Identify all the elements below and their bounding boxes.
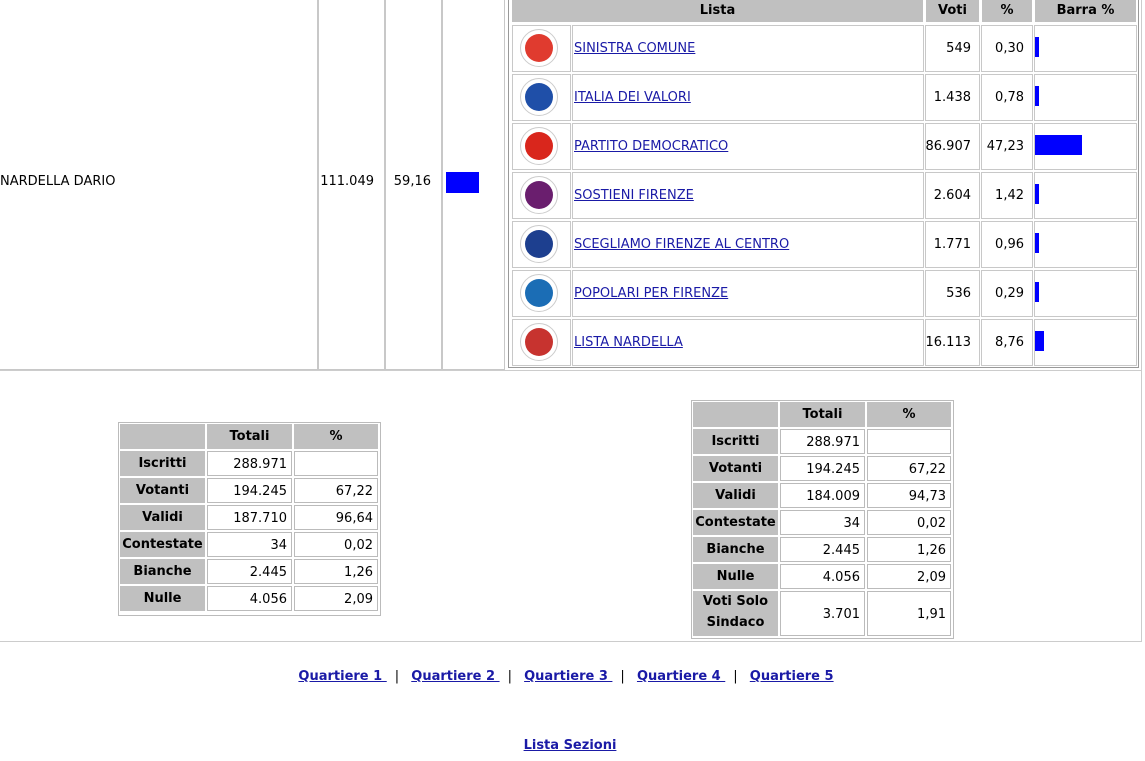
party-logo-mark <box>525 230 553 258</box>
summary-row-percent <box>294 451 378 476</box>
summary-row-total: 194.245 <box>207 478 292 503</box>
party-name-link[interactable]: SINISTRA COMUNE <box>574 41 696 56</box>
summary-header-blank <box>693 402 778 427</box>
party-percent: 0,96 <box>995 237 1024 252</box>
party-percent: 0,29 <box>995 286 1024 301</box>
lists-header-bar: Barra % <box>1035 0 1136 22</box>
summary-row-total: 187.710 <box>207 505 292 530</box>
party-percent-bar <box>1035 282 1039 302</box>
quartiere-2-link[interactable]: Quartiere 2 <box>411 669 500 684</box>
section-right-border <box>1141 371 1142 642</box>
summary-row-percent: 96,64 <box>294 505 378 530</box>
nav-separator: | <box>733 669 738 684</box>
summary-header-blank <box>120 424 205 449</box>
party-percent-bar <box>1035 331 1044 351</box>
party-percent: 47,23 <box>986 139 1024 154</box>
party-votes: 16.113 <box>925 335 971 350</box>
summary-row-total: 2.445 <box>780 537 865 562</box>
summary-row-label: Validi <box>120 505 205 530</box>
summary-row-percent <box>867 429 951 454</box>
candidate-percent: 59,16 <box>393 174 431 189</box>
party-name-link[interactable]: LISTA NARDELLA <box>574 335 683 350</box>
party-percent-bar <box>1035 184 1039 204</box>
summary-row-total: 2.445 <box>207 559 292 584</box>
party-logo-icon <box>520 29 558 67</box>
party-votes: 1.771 <box>933 237 971 252</box>
summary-header-totals: Totali <box>207 424 292 449</box>
party-percent-bar <box>1035 37 1039 57</box>
party-logo-icon <box>520 225 558 263</box>
lista-sezioni-row <box>0 738 1140 753</box>
summary-header-percent: % <box>867 402 951 427</box>
nav-separator: | <box>394 669 400 684</box>
summary-row-label: Iscritti <box>120 451 205 476</box>
summary-row-total: 194.245 <box>780 456 865 481</box>
summary-row-total: 34 <box>780 510 865 535</box>
party-name-link[interactable]: ITALIA DEI VALORI <box>574 90 691 105</box>
party-logo-mark <box>525 328 553 356</box>
summary-row-label: Votanti <box>120 478 205 503</box>
candidate-bar <box>446 172 479 193</box>
candidate-name: NARDELLA DARIO <box>0 174 116 189</box>
summary-row-label: Nulle <box>693 564 778 589</box>
party-votes: 86.907 <box>925 139 971 154</box>
summary-row-percent: 94,73 <box>867 483 951 508</box>
summary-row-percent: 1,26 <box>867 537 951 562</box>
party-logo-mark <box>525 83 553 111</box>
summary-header-totals: Totali <box>780 402 865 427</box>
party-name-link[interactable]: PARTITO DEMOCRATICO <box>574 139 729 154</box>
party-name-link[interactable]: POPOLARI PER FIRENZE <box>574 286 729 301</box>
summary-row-percent: 0,02 <box>294 532 378 557</box>
lists-header-list: Lista <box>512 0 923 22</box>
party-logo-mark <box>525 181 553 209</box>
party-logo-mark <box>525 34 553 62</box>
party-votes: 549 <box>946 41 971 56</box>
party-percent-bar <box>1035 86 1039 106</box>
section-bottom-border <box>0 641 1142 642</box>
list-bar-cell <box>1034 74 1137 121</box>
candidate-votes: 111.049 <box>320 174 374 189</box>
party-percent-bar <box>1035 135 1082 155</box>
summary-row-total: 3.701 <box>780 591 865 636</box>
quartieri-nav <box>0 669 1132 684</box>
quartiere-1-link[interactable]: Quartiere 1 <box>298 669 387 684</box>
summary-row-total: 288.971 <box>780 429 865 454</box>
party-percent-bar <box>1035 233 1039 253</box>
summary-row-percent: 0,02 <box>867 510 951 535</box>
list-bar-cell <box>1034 25 1137 72</box>
party-logo-icon <box>520 323 558 361</box>
party-votes: 536 <box>946 286 971 301</box>
party-logo-icon <box>520 274 558 312</box>
party-percent: 0,30 <box>995 41 1024 56</box>
lista-sezioni-link[interactable]: Lista Sezioni <box>523 738 617 753</box>
summary-row-label: Voti Solo Sindaco <box>693 591 778 636</box>
party-name-link[interactable]: SOSTIENI FIRENZE <box>574 188 694 203</box>
quartiere-3-link[interactable]: Quartiere 3 <box>524 669 613 684</box>
party-percent: 0,78 <box>995 90 1024 105</box>
summary-row-label: Nulle <box>120 586 205 611</box>
summary-row-percent: 67,22 <box>867 456 951 481</box>
summary-row-label: Contestate <box>693 510 778 535</box>
summary-row-total: 4.056 <box>207 586 292 611</box>
summary-row-label: Bianche <box>120 559 205 584</box>
summary-row-percent: 1,91 <box>867 591 951 636</box>
nav-separator: | <box>507 669 512 684</box>
list-bar-cell <box>1034 172 1137 219</box>
party-name-link[interactable]: SCEGLIAMO FIRENZE AL CENTRO <box>574 237 790 252</box>
list-bar-cell <box>1034 319 1137 366</box>
party-votes: 2.604 <box>933 188 971 203</box>
summary-header-percent: % <box>294 424 378 449</box>
party-logo-icon <box>520 78 558 116</box>
nav-separator: | <box>620 669 625 684</box>
summary-row-total: 34 <box>207 532 292 557</box>
summary-row-percent: 2,09 <box>867 564 951 589</box>
summary-row-percent: 2,09 <box>294 586 378 611</box>
party-percent: 8,76 <box>995 335 1024 350</box>
summary-row-total: 184.009 <box>780 483 865 508</box>
summary-row-percent: 1,26 <box>294 559 378 584</box>
summary-row-label: Contestate <box>120 532 205 557</box>
candidate-row-right-border <box>1141 0 1142 371</box>
lists-header-percent: % <box>982 0 1032 22</box>
party-logo-icon <box>520 176 558 214</box>
party-votes: 1.438 <box>933 90 971 105</box>
candidate-row-bottom-border <box>0 370 1142 371</box>
list-bar-cell <box>1034 270 1137 317</box>
summary-row-label: Iscritti <box>693 429 778 454</box>
list-bar-cell <box>1034 221 1137 268</box>
party-logo-mark <box>525 132 553 160</box>
quartiere-5-link[interactable]: Quartiere 5 <box>749 669 834 684</box>
summary-row-label: Validi <box>693 483 778 508</box>
party-logo-icon <box>520 127 558 165</box>
summary-row-total: 288.971 <box>207 451 292 476</box>
summary-row-label: Votanti <box>693 456 778 481</box>
quartiere-4-link[interactable]: Quartiere 4 <box>636 669 726 684</box>
summary-row-percent: 67,22 <box>294 478 378 503</box>
summary-row-total: 4.056 <box>780 564 865 589</box>
lists-header-votes: Voti <box>926 0 979 22</box>
party-logo-mark <box>525 279 553 307</box>
summary-row-label: Bianche <box>693 537 778 562</box>
party-percent: 1,42 <box>995 188 1024 203</box>
